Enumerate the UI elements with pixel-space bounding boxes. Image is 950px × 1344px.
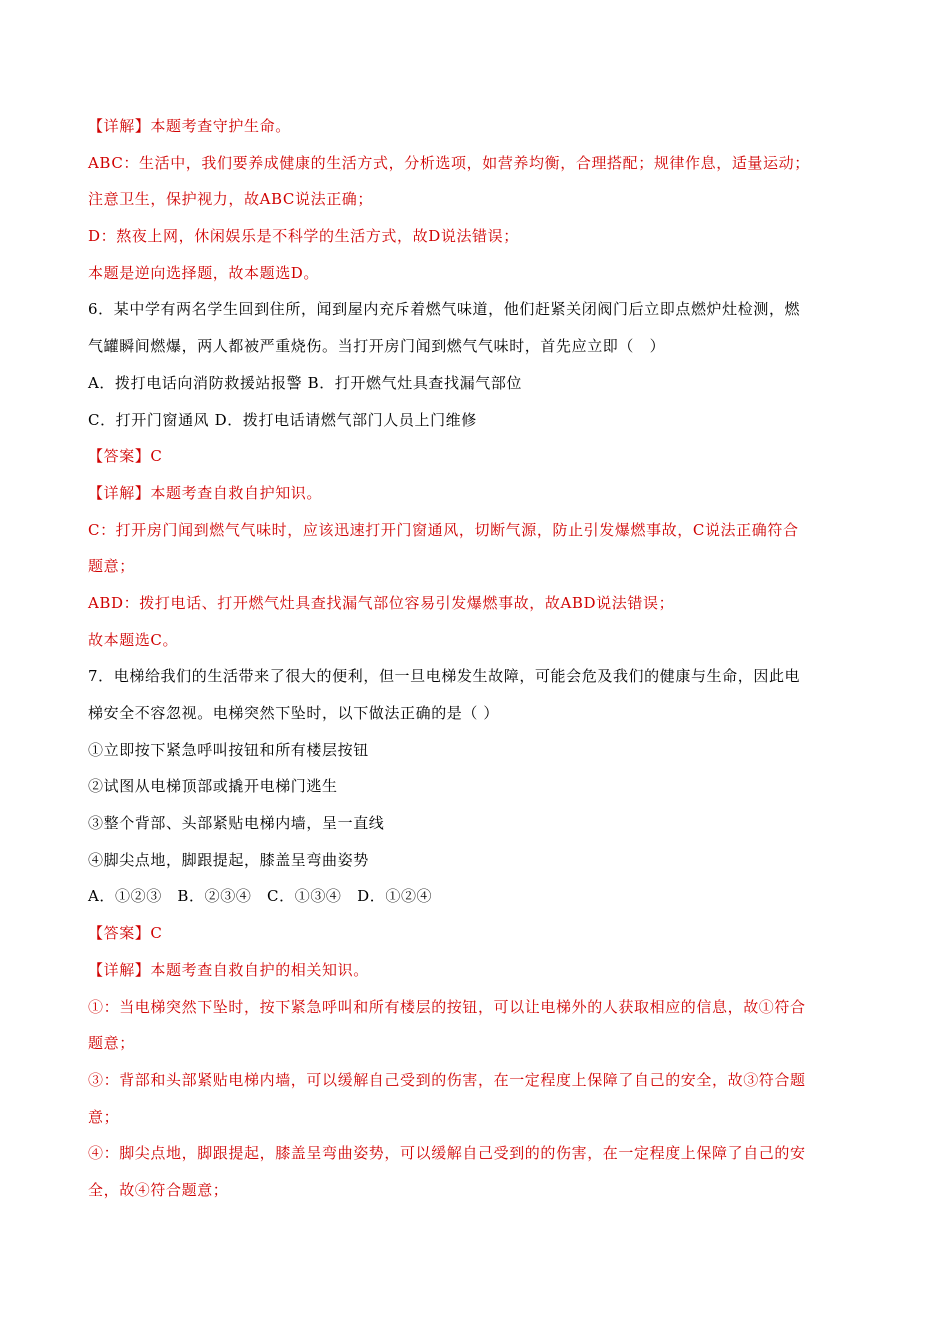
question-7-statement: ②试图从电梯顶部或撬开电梯门逃生 xyxy=(88,777,338,796)
question-7-explanation: ③：背部和头部紧贴电梯内墙，可以缓解自己受到的伤害，在一定程度上保障了自己的安全，故③符合题 xyxy=(88,1070,806,1089)
question-6-explanation: 【详解】本题考查自救自护知识。 xyxy=(88,483,323,502)
question-7-answer: 【答案】C xyxy=(88,924,163,943)
question-7-explanation: ①：当电梯突然下坠时，按下紧急呼叫和所有楼层的按钮，可以让电梯外的人获取相应的信息，故①符合 xyxy=(88,997,806,1016)
question-6-options: A．拨打电话向消防救援站报警 B．打开燃气灶具查找漏气部位 xyxy=(88,373,523,392)
question-7-stem: 7．电梯给我们的生活带来了很大的便利，但一旦电梯发生故障，可能会危及我们的健康与生命，因此电 xyxy=(88,667,801,686)
text-line: 本题是逆向选择题，故本题选D。 xyxy=(88,263,320,282)
question-6-explanation: C：打开房门闻到燃气气味时，应该迅速打开门窗通风，切断气源，防止引发爆燃事故，C说法正确符合 xyxy=(88,520,799,539)
question-6-explanation: 故本题选C。 xyxy=(88,630,179,649)
question-7-explanation: 全，故④符合题意； xyxy=(88,1180,229,1199)
text-line: ABC：生活中，我们要养成健康的生活方式，分析选项，如营养均衡，合理搭配；规律作息，适量运动； xyxy=(88,153,810,172)
text-line: 【详解】本题考查守护生命。 xyxy=(88,117,291,135)
question-7-statement: ④脚尖点地，脚跟提起，膝盖呈弯曲姿势 xyxy=(88,850,369,869)
question-7-explanation: 【详解】本题考查自救自护的相关知识。 xyxy=(88,960,369,979)
question-7-explanation: ④：脚尖点地，脚跟提起，膝盖呈弯曲姿势，可以缓解自己受到的的伤害，在一定程度上保障了自己的安 xyxy=(88,1144,806,1163)
document-body xyxy=(88,113,868,1214)
question-7-statement: ③整个背部、头部紧贴电梯内墙，呈一直线 xyxy=(88,814,385,833)
text-line: D：熬夜上网，休闲娱乐是不科学的生活方式，故D说法错误； xyxy=(88,227,519,246)
question-7-options: A．①②③ B．②③④ C．①③④ D．①②④ xyxy=(88,887,433,906)
question-6-explanation: 题意； xyxy=(88,557,135,576)
question-7-explanation: 意； xyxy=(88,1107,120,1126)
question-7-statement: ①立即按下紧急呼叫按钮和所有楼层按钮 xyxy=(88,740,369,759)
question-6-explanation: ABD：拨打电话、打开燃气灶具查找漏气部位容易引发爆燃事故，故ABD说法错误； xyxy=(88,593,675,612)
question-6-answer: 【答案】C xyxy=(88,447,163,466)
question-6-stem: 6．某中学有两名学生回到住所，闻到屋内充斥着燃气味道，他们赶紧关闭阀门后立即点燃炉灶检测，燃 xyxy=(88,300,801,319)
text-line: 注意卫生，保护视力，故ABC说法正确； xyxy=(88,190,374,209)
question-7-explanation: 题意； xyxy=(88,1034,135,1053)
question-7-stem: 梯安全不容忽视。电梯突然下坠时，以下做法正确的是（ ） xyxy=(88,704,499,722)
question-6-options: C．打开门窗通风 D．拨打电话请燃气部门人员上门维修 xyxy=(88,410,477,429)
question-6-stem: 气罐瞬间燃爆，两人都被严重烧伤。当打开房门闻到燃气气味时，首先应立即（ ） xyxy=(88,337,666,356)
